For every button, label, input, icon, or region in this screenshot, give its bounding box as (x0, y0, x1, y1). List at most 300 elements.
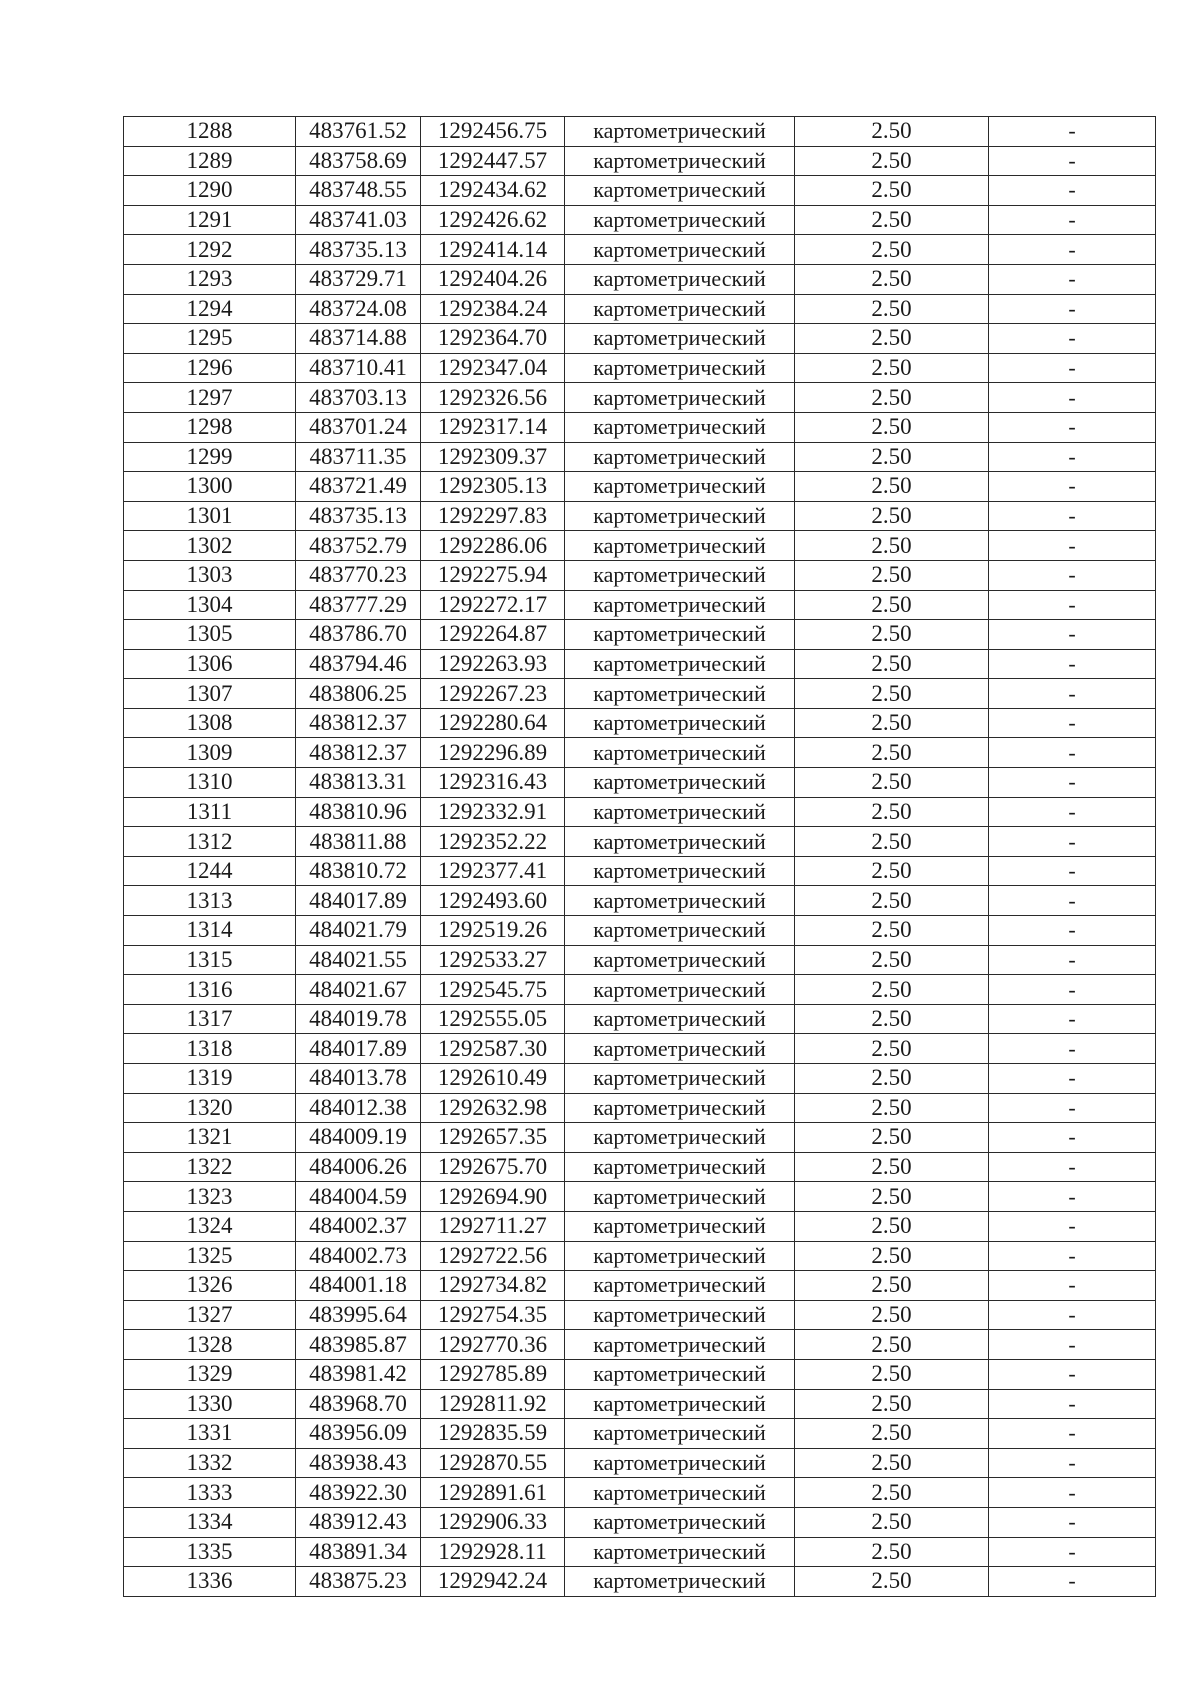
precision-cell: 2.50 (795, 649, 989, 679)
y-coordinate-cell: 1292384.24 (421, 294, 565, 324)
x-coordinate-cell: 484002.73 (296, 1241, 421, 1271)
table-row (124, 768, 1156, 798)
precision-cell: 2.50 (795, 1034, 989, 1064)
y-coordinate-cell: 1292711.27 (421, 1211, 565, 1241)
y-coordinate-cell: 1292297.83 (421, 501, 565, 531)
y-coordinate-cell: 1292263.93 (421, 649, 565, 679)
point-number-cell: 1313 (124, 886, 296, 916)
x-coordinate-cell: 483735.13 (296, 235, 421, 265)
y-coordinate-cell: 1292785.89 (421, 1359, 565, 1389)
table-row (124, 708, 1156, 738)
y-coordinate-cell: 1292364.70 (421, 324, 565, 354)
point-number-cell: 1332 (124, 1448, 296, 1478)
note-cell: - (989, 679, 1156, 709)
precision-cell: 2.50 (795, 1271, 989, 1301)
table-row (124, 945, 1156, 975)
y-coordinate-cell: 1292545.75 (421, 975, 565, 1005)
x-coordinate-cell: 484009.19 (296, 1123, 421, 1153)
table-row (124, 1034, 1156, 1064)
point-number-cell: 1327 (124, 1300, 296, 1330)
y-coordinate-cell: 1292404.26 (421, 264, 565, 294)
note-cell: - (989, 1211, 1156, 1241)
note-cell: - (989, 590, 1156, 620)
table-row (124, 1478, 1156, 1508)
method-cell: картометрический (565, 945, 795, 975)
note-cell: - (989, 1478, 1156, 1508)
y-coordinate-cell: 1292456.75 (421, 117, 565, 147)
y-coordinate-cell: 1292447.57 (421, 146, 565, 176)
table-row (124, 620, 1156, 650)
x-coordinate-cell: 483758.69 (296, 146, 421, 176)
table-row (124, 383, 1156, 413)
x-coordinate-cell: 483806.25 (296, 679, 421, 709)
x-coordinate-cell: 484006.26 (296, 1152, 421, 1182)
x-coordinate-cell: 483995.64 (296, 1300, 421, 1330)
table-row (124, 679, 1156, 709)
method-cell: картометрический (565, 590, 795, 620)
method-cell: картометрический (565, 1004, 795, 1034)
x-coordinate-cell: 483811.88 (296, 827, 421, 857)
x-coordinate-cell: 483735.13 (296, 501, 421, 531)
table-row (124, 1123, 1156, 1153)
note-cell: - (989, 1300, 1156, 1330)
y-coordinate-cell: 1292286.06 (421, 531, 565, 561)
method-cell: картометрический (565, 1300, 795, 1330)
precision-cell: 2.50 (795, 205, 989, 235)
note-cell: - (989, 886, 1156, 916)
x-coordinate-cell: 483813.31 (296, 768, 421, 798)
x-coordinate-cell: 484021.79 (296, 916, 421, 946)
method-cell: картометрический (565, 1241, 795, 1271)
note-cell: - (989, 146, 1156, 176)
precision-cell: 2.50 (795, 146, 989, 176)
y-coordinate-cell: 1292754.35 (421, 1300, 565, 1330)
table-row (124, 117, 1156, 147)
method-cell: картометрический (565, 235, 795, 265)
point-number-cell: 1293 (124, 264, 296, 294)
note-cell: - (989, 738, 1156, 768)
method-cell: картометрический (565, 916, 795, 946)
table-row (124, 560, 1156, 590)
method-cell: картометрический (565, 679, 795, 709)
precision-cell: 2.50 (795, 1389, 989, 1419)
table-row (124, 797, 1156, 827)
point-number-cell: 1296 (124, 353, 296, 383)
method-cell: картометрический (565, 797, 795, 827)
method-cell: картометрический (565, 1123, 795, 1153)
method-cell: картометрический (565, 856, 795, 886)
table-row (124, 1359, 1156, 1389)
table-row (124, 1419, 1156, 1449)
point-number-cell: 1298 (124, 412, 296, 442)
method-cell: картометрический (565, 1152, 795, 1182)
note-cell: - (989, 1330, 1156, 1360)
precision-cell: 2.50 (795, 560, 989, 590)
method-cell: картометрический (565, 1093, 795, 1123)
note-cell: - (989, 205, 1156, 235)
x-coordinate-cell: 484021.55 (296, 945, 421, 975)
note-cell: - (989, 768, 1156, 798)
note-cell: - (989, 383, 1156, 413)
point-number-cell: 1312 (124, 827, 296, 857)
y-coordinate-cell: 1292770.36 (421, 1330, 565, 1360)
precision-cell: 2.50 (795, 531, 989, 561)
y-coordinate-cell: 1292434.62 (421, 176, 565, 206)
table-row (124, 1300, 1156, 1330)
note-cell: - (989, 235, 1156, 265)
point-number-cell: 1319 (124, 1064, 296, 1094)
point-number-cell: 1302 (124, 531, 296, 561)
y-coordinate-cell: 1292347.04 (421, 353, 565, 383)
point-number-cell: 1308 (124, 708, 296, 738)
table-row (124, 1507, 1156, 1537)
y-coordinate-cell: 1292657.35 (421, 1123, 565, 1153)
precision-cell: 2.50 (795, 1211, 989, 1241)
y-coordinate-cell: 1292414.14 (421, 235, 565, 265)
precision-cell: 2.50 (795, 412, 989, 442)
method-cell: картометрический (565, 620, 795, 650)
method-cell: картометрический (565, 264, 795, 294)
table-row (124, 1567, 1156, 1597)
x-coordinate-cell: 483703.13 (296, 383, 421, 413)
method-cell: картометрический (565, 176, 795, 206)
x-coordinate-cell: 483777.29 (296, 590, 421, 620)
precision-cell: 2.50 (795, 916, 989, 946)
note-cell: - (989, 620, 1156, 650)
point-number-cell: 1326 (124, 1271, 296, 1301)
method-cell: картометрический (565, 1419, 795, 1449)
y-coordinate-cell: 1292426.62 (421, 205, 565, 235)
table-row (124, 294, 1156, 324)
y-coordinate-cell: 1292317.14 (421, 412, 565, 442)
point-number-cell: 1329 (124, 1359, 296, 1389)
y-coordinate-cell: 1292326.56 (421, 383, 565, 413)
note-cell: - (989, 264, 1156, 294)
precision-cell: 2.50 (795, 1448, 989, 1478)
method-cell: картометрический (565, 412, 795, 442)
point-number-cell: 1321 (124, 1123, 296, 1153)
precision-cell: 2.50 (795, 294, 989, 324)
point-number-cell: 1309 (124, 738, 296, 768)
method-cell: картометрический (565, 501, 795, 531)
y-coordinate-cell: 1292316.43 (421, 768, 565, 798)
precision-cell: 2.50 (795, 590, 989, 620)
note-cell: - (989, 1389, 1156, 1419)
table-row (124, 1211, 1156, 1241)
y-coordinate-cell: 1292275.94 (421, 560, 565, 590)
y-coordinate-cell: 1292891.61 (421, 1478, 565, 1508)
y-coordinate-cell: 1292632.98 (421, 1093, 565, 1123)
note-cell: - (989, 797, 1156, 827)
note-cell: - (989, 827, 1156, 857)
point-number-cell: 1310 (124, 768, 296, 798)
point-number-cell: 1289 (124, 146, 296, 176)
x-coordinate-cell: 483761.52 (296, 117, 421, 147)
precision-cell: 2.50 (795, 827, 989, 857)
precision-cell: 2.50 (795, 235, 989, 265)
x-coordinate-cell: 484012.38 (296, 1093, 421, 1123)
table-row (124, 412, 1156, 442)
point-number-cell: 1330 (124, 1389, 296, 1419)
method-cell: картометрический (565, 827, 795, 857)
method-cell: картометрический (565, 205, 795, 235)
method-cell: картометрический (565, 1448, 795, 1478)
precision-cell: 2.50 (795, 1241, 989, 1271)
y-coordinate-cell: 1292352.22 (421, 827, 565, 857)
precision-cell: 2.50 (795, 1093, 989, 1123)
x-coordinate-cell: 484004.59 (296, 1182, 421, 1212)
precision-cell: 2.50 (795, 945, 989, 975)
note-cell: - (989, 412, 1156, 442)
precision-cell: 2.50 (795, 472, 989, 502)
method-cell: картометрический (565, 1330, 795, 1360)
precision-cell: 2.50 (795, 797, 989, 827)
point-number-cell: 1323 (124, 1182, 296, 1212)
note-cell: - (989, 708, 1156, 738)
precision-cell: 2.50 (795, 679, 989, 709)
note-cell: - (989, 1152, 1156, 1182)
point-number-cell: 1331 (124, 1419, 296, 1449)
note-cell: - (989, 649, 1156, 679)
note-cell: - (989, 531, 1156, 561)
note-cell: - (989, 945, 1156, 975)
table-row (124, 1537, 1156, 1567)
precision-cell: 2.50 (795, 1064, 989, 1094)
y-coordinate-cell: 1292942.24 (421, 1567, 565, 1597)
point-number-cell: 1334 (124, 1507, 296, 1537)
y-coordinate-cell: 1292610.49 (421, 1064, 565, 1094)
note-cell: - (989, 117, 1156, 147)
point-number-cell: 1317 (124, 1004, 296, 1034)
table-row (124, 975, 1156, 1005)
point-number-cell: 1305 (124, 620, 296, 650)
x-coordinate-cell: 483710.41 (296, 353, 421, 383)
y-coordinate-cell: 1292493.60 (421, 886, 565, 916)
x-coordinate-cell: 483748.55 (296, 176, 421, 206)
point-number-cell: 1324 (124, 1211, 296, 1241)
precision-cell: 2.50 (795, 1123, 989, 1153)
method-cell: картометрический (565, 768, 795, 798)
point-number-cell: 1322 (124, 1152, 296, 1182)
point-number-cell: 1301 (124, 501, 296, 531)
y-coordinate-cell: 1292377.41 (421, 856, 565, 886)
y-coordinate-cell: 1292267.23 (421, 679, 565, 709)
note-cell: - (989, 1537, 1156, 1567)
method-cell: картометрический (565, 1537, 795, 1567)
table-row (124, 442, 1156, 472)
point-number-cell: 1328 (124, 1330, 296, 1360)
point-number-cell: 1318 (124, 1034, 296, 1064)
note-cell: - (989, 472, 1156, 502)
table-row (124, 1330, 1156, 1360)
coordinates-table-body (124, 117, 1156, 1597)
x-coordinate-cell: 483741.03 (296, 205, 421, 235)
x-coordinate-cell: 483956.09 (296, 1419, 421, 1449)
method-cell: картометрический (565, 1567, 795, 1597)
precision-cell: 2.50 (795, 1507, 989, 1537)
precision-cell: 2.50 (795, 264, 989, 294)
note-cell: - (989, 442, 1156, 472)
method-cell: картометрический (565, 1359, 795, 1389)
method-cell: картометрический (565, 886, 795, 916)
x-coordinate-cell: 484019.78 (296, 1004, 421, 1034)
precision-cell: 2.50 (795, 738, 989, 768)
y-coordinate-cell: 1292296.89 (421, 738, 565, 768)
note-cell: - (989, 501, 1156, 531)
method-cell: картометрический (565, 1034, 795, 1064)
point-number-cell: 1290 (124, 176, 296, 206)
table-row (124, 738, 1156, 768)
precision-cell: 2.50 (795, 1567, 989, 1597)
precision-cell: 2.50 (795, 1152, 989, 1182)
y-coordinate-cell: 1292309.37 (421, 442, 565, 472)
table-row (124, 1448, 1156, 1478)
note-cell: - (989, 856, 1156, 886)
note-cell: - (989, 353, 1156, 383)
table-row (124, 146, 1156, 176)
table-row (124, 886, 1156, 916)
method-cell: картометрический (565, 560, 795, 590)
x-coordinate-cell: 484017.89 (296, 1034, 421, 1064)
table-row (124, 1093, 1156, 1123)
y-coordinate-cell: 1292675.70 (421, 1152, 565, 1182)
method-cell: картометрический (565, 1271, 795, 1301)
precision-cell: 2.50 (795, 1537, 989, 1567)
table-row (124, 1389, 1156, 1419)
point-number-cell: 1306 (124, 649, 296, 679)
method-cell: картометрический (565, 383, 795, 413)
point-number-cell: 1304 (124, 590, 296, 620)
note-cell: - (989, 1034, 1156, 1064)
note-cell: - (989, 560, 1156, 590)
x-coordinate-cell: 483810.72 (296, 856, 421, 886)
point-number-cell: 1336 (124, 1567, 296, 1597)
y-coordinate-cell: 1292870.55 (421, 1448, 565, 1478)
point-number-cell: 1325 (124, 1241, 296, 1271)
method-cell: картометрический (565, 1478, 795, 1508)
note-cell: - (989, 1182, 1156, 1212)
table-row (124, 649, 1156, 679)
table-row (124, 472, 1156, 502)
x-coordinate-cell: 484021.67 (296, 975, 421, 1005)
point-number-cell: 1299 (124, 442, 296, 472)
point-number-cell: 1288 (124, 117, 296, 147)
y-coordinate-cell: 1292332.91 (421, 797, 565, 827)
x-coordinate-cell: 483981.42 (296, 1359, 421, 1389)
method-cell: картометрический (565, 531, 795, 561)
table-row (124, 1004, 1156, 1034)
x-coordinate-cell: 483812.37 (296, 738, 421, 768)
method-cell: картометрический (565, 649, 795, 679)
point-number-cell: 1311 (124, 797, 296, 827)
y-coordinate-cell: 1292587.30 (421, 1034, 565, 1064)
note-cell: - (989, 1448, 1156, 1478)
point-number-cell: 1307 (124, 679, 296, 709)
point-number-cell: 1316 (124, 975, 296, 1005)
y-coordinate-cell: 1292305.13 (421, 472, 565, 502)
note-cell: - (989, 1419, 1156, 1449)
table-row (124, 324, 1156, 354)
precision-cell: 2.50 (795, 324, 989, 354)
table-row (124, 1271, 1156, 1301)
note-cell: - (989, 1359, 1156, 1389)
method-cell: картометрический (565, 1182, 795, 1212)
precision-cell: 2.50 (795, 768, 989, 798)
x-coordinate-cell: 483810.96 (296, 797, 421, 827)
note-cell: - (989, 1004, 1156, 1034)
point-number-cell: 1294 (124, 294, 296, 324)
x-coordinate-cell: 483714.88 (296, 324, 421, 354)
y-coordinate-cell: 1292734.82 (421, 1271, 565, 1301)
method-cell: картометрический (565, 1064, 795, 1094)
x-coordinate-cell: 483968.70 (296, 1389, 421, 1419)
table-row (124, 1152, 1156, 1182)
precision-cell: 2.50 (795, 442, 989, 472)
y-coordinate-cell: 1292906.33 (421, 1507, 565, 1537)
method-cell: картометрический (565, 1211, 795, 1241)
x-coordinate-cell: 483812.37 (296, 708, 421, 738)
point-number-cell: 1303 (124, 560, 296, 590)
note-cell: - (989, 975, 1156, 1005)
coordinates-table (123, 116, 1156, 1597)
table-row (124, 590, 1156, 620)
x-coordinate-cell: 484017.89 (296, 886, 421, 916)
precision-cell: 2.50 (795, 501, 989, 531)
precision-cell: 2.50 (795, 1330, 989, 1360)
precision-cell: 2.50 (795, 383, 989, 413)
table-row (124, 1064, 1156, 1094)
precision-cell: 2.50 (795, 117, 989, 147)
y-coordinate-cell: 1292722.56 (421, 1241, 565, 1271)
note-cell: - (989, 1507, 1156, 1537)
x-coordinate-cell: 483891.34 (296, 1537, 421, 1567)
precision-cell: 2.50 (795, 975, 989, 1005)
y-coordinate-cell: 1292555.05 (421, 1004, 565, 1034)
x-coordinate-cell: 483794.46 (296, 649, 421, 679)
precision-cell: 2.50 (795, 620, 989, 650)
precision-cell: 2.50 (795, 176, 989, 206)
x-coordinate-cell: 483711.35 (296, 442, 421, 472)
precision-cell: 2.50 (795, 1419, 989, 1449)
y-coordinate-cell: 1292280.64 (421, 708, 565, 738)
method-cell: картометрический (565, 1389, 795, 1419)
x-coordinate-cell: 483701.24 (296, 412, 421, 442)
method-cell: картометрический (565, 294, 795, 324)
note-cell: - (989, 1093, 1156, 1123)
point-number-cell: 1300 (124, 472, 296, 502)
table-row (124, 501, 1156, 531)
precision-cell: 2.50 (795, 856, 989, 886)
table-row (124, 1241, 1156, 1271)
x-coordinate-cell: 483729.71 (296, 264, 421, 294)
point-number-cell: 1333 (124, 1478, 296, 1508)
x-coordinate-cell: 483724.08 (296, 294, 421, 324)
table-row (124, 264, 1156, 294)
table-row (124, 1182, 1156, 1212)
table-row (124, 235, 1156, 265)
x-coordinate-cell: 483721.49 (296, 472, 421, 502)
table-row (124, 856, 1156, 886)
x-coordinate-cell: 483985.87 (296, 1330, 421, 1360)
precision-cell: 2.50 (795, 1478, 989, 1508)
point-number-cell: 1314 (124, 916, 296, 946)
method-cell: картометрический (565, 738, 795, 768)
point-number-cell: 1297 (124, 383, 296, 413)
point-number-cell: 1320 (124, 1093, 296, 1123)
precision-cell: 2.50 (795, 886, 989, 916)
x-coordinate-cell: 483770.23 (296, 560, 421, 590)
note-cell: - (989, 1241, 1156, 1271)
